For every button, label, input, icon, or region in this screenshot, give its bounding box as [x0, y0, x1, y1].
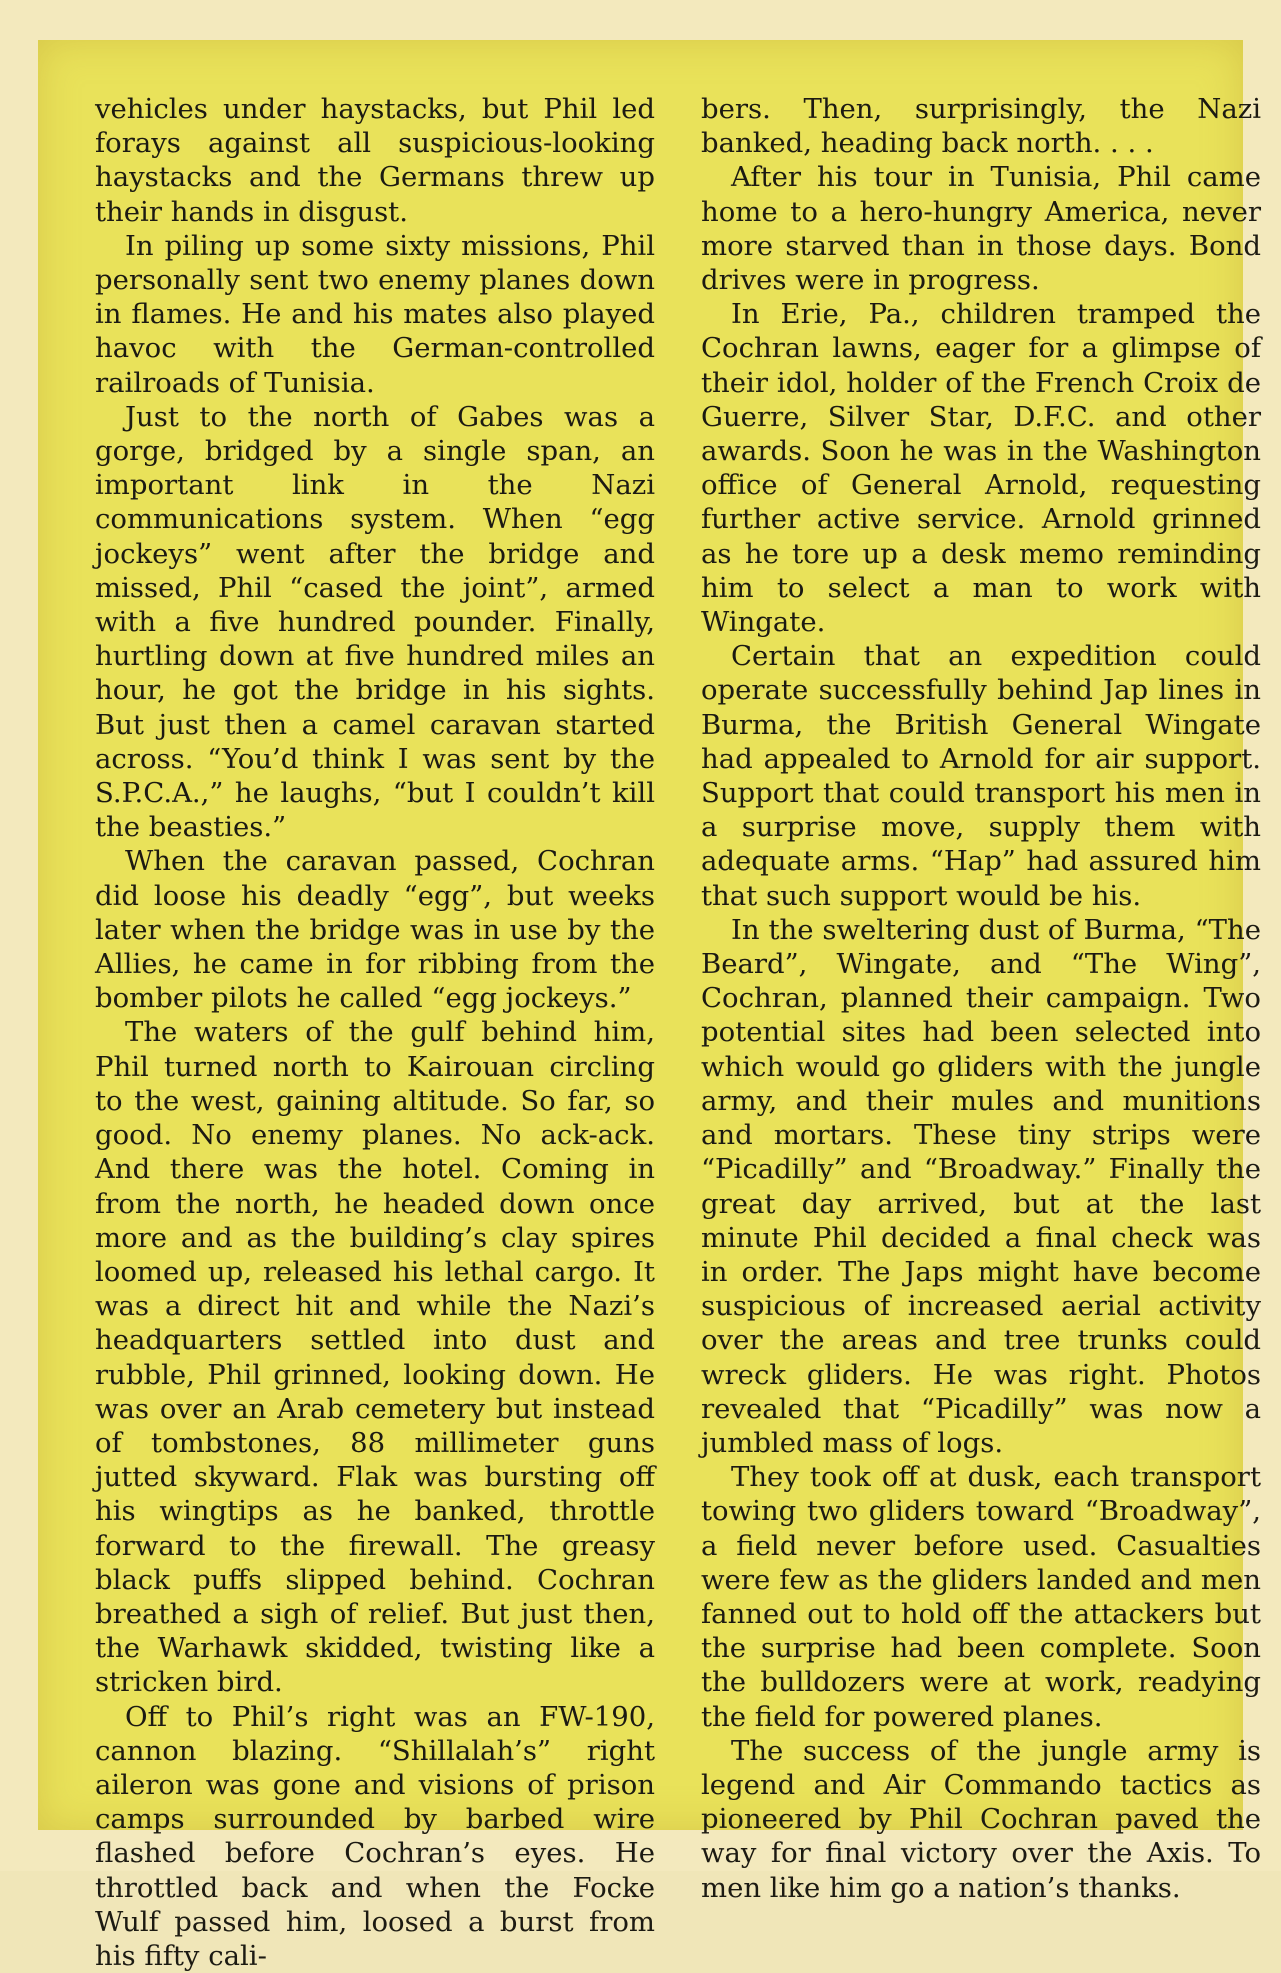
paragraph: The waters of the gulf behind him, Phil turned north to Kairouan circling to the west, gaining altitude. So far, so good. No enemy planes. No ack-ack. And there was the hotel. Coming in from the north, he headed down once more and as the building’s clay spires loomed up, released his lethal cargo. It was a direct hit and while the Nazi’s headquarters settled into dust and rubble, Phil grinned, looking down. He was over an Arab cemetery but instead of tombstones, 88 millimeter guns jutted skyward. Flak was bursting off his wingtips as he banked, throttle forward to the firewall. The greasy black puffs slipped behind. Cochran breathed a sigh of relief. But just then, the Warhawk skidded, twisting like a stricken bird.	[95, 1016, 655, 1699]
paragraph: Certain that an expedition could operate successfully behind Jap lines in Burma, the British General Wingate had appealed to Arnold for air support. Support that could transport his men in a surprise move, supply them with adequate arms. “Hap” had assured him that such support would be his.	[701, 640, 1261, 912]
paragraph: After his tour in Tunisia, Phil came home to a hero-hungry America, never more starved than in those days. Bond drives were in progress.	[701, 161, 1261, 297]
left-column	[95, 92, 655, 1973]
paragraph: When the caravan passed, Cochran did loose his deadly “egg”, but weeks later when the bridge was in use by the Allies, he came in for ribbing from the bomber pilots he called “egg jockeys.”	[95, 845, 655, 1015]
text-panel	[38, 40, 1261, 1972]
right-column	[701, 92, 1261, 1905]
paragraph: Just to the north of Gabes was a gorge, bridged by a single span, an important link in the Nazi communications system. When “egg jockeys” went after the bridge and missed, Phil “cased the joint”, armed with a five hundred pounder. Finally, hurtling down at five hundred miles an hour, he got the bridge in his sights. But just then a camel caravan started across. “You’d think I was sent by the S.P.C.A.,” he laughs, “but I couldn’t kill the beasties.”	[95, 400, 655, 844]
paragraph: They took off at dusk, each transport towing two gliders toward “Broadway”, a field never before used. Casualties were few as the gliders landed and men fanned out to hold off the attackers but the surprise had been complete. Soon the bulldozers were at work, readying the field for powered planes.	[701, 1461, 1261, 1733]
paragraph: In piling up some sixty missions, Phil personally sent two enemy planes down in flames. He and his mates also played havoc with the German-controlled railroads of Tunisia.	[95, 229, 655, 399]
paragraph: bers. Then, surprisingly, the Nazi banked, heading back north. . . .	[701, 93, 1261, 160]
paragraph: vehicles under haystacks, but Phil led forays against all suspicious-looking haystacks and the Germans threw up their hands in disgust.	[95, 93, 655, 228]
paragraph: Off to Phil’s right was an FW-190, cannon blazing. “Shillalah’s” right aileron was gone and visions of prison camps surrounded by barbed wire flashed before Cochran’s eyes. He throttled back and when the Focke Wulf passed him, loosed a burst from his fifty cali-	[95, 1700, 655, 1972]
paragraph: In the sweltering dust of Burma, “The Beard”, Wingate, and “The Wing”, Cochran, planned their campaign. Two potential sites had been selected into which would go gliders with the jungle army, and their mules and munitions and mortars. These tiny strips were “Picadilly” and “Broadway.” Finally the great day arrived, but at the last minute Phil decided a final check was in order. The Japs might have become suspicious of increased aerial activity over the areas and tree trunks could wreck gliders. He was right. Photos revealed that “Picadilly” was now a jumbled mass of logs.	[701, 913, 1261, 1459]
paragraph: The success of the jungle army is legend and Air Commando tactics as pioneered by Phil Cochran paved the way for final victory over the Axis. To men like him go a nation’s thanks.	[701, 1734, 1261, 1904]
paragraph: In Erie, Pa., children tramped the Cochran lawns, eager for a glimpse of their idol, holder of the French Croix de Guerre, Silver Star, D.F.C. and other awards. Soon he was in the Washington office of General Arnold, requesting further active service. Arnold grinned as he tore up a desk memo reminding him to select a man to work with Wingate.	[701, 298, 1261, 639]
